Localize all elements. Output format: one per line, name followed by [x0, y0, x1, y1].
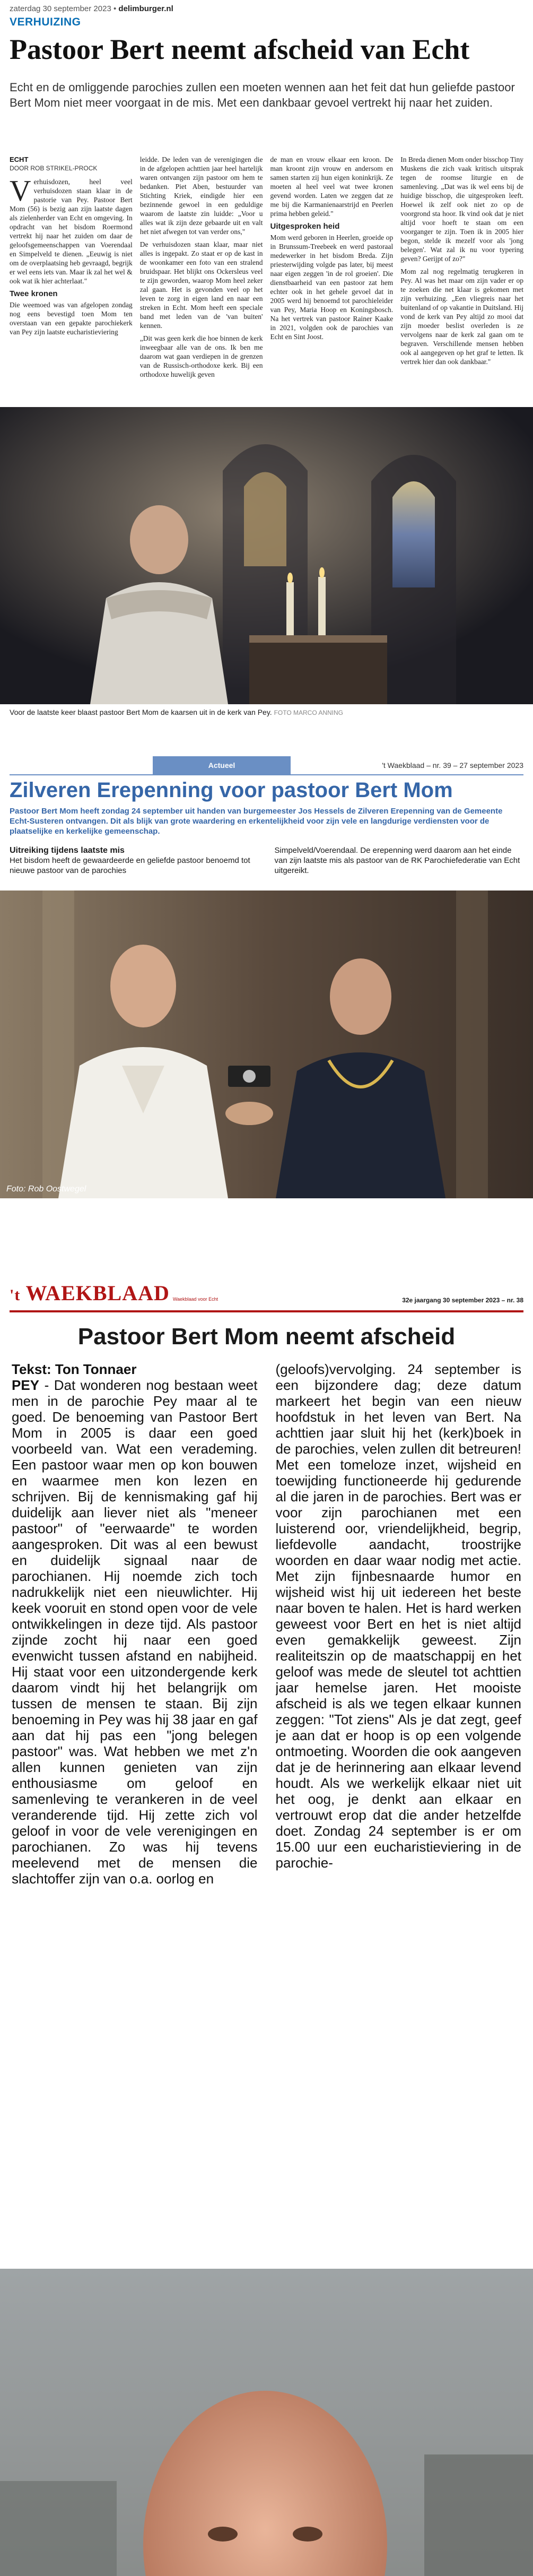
- paragraph: In Breda dienen Mom onder bisschop Tiny Muskens die zich vaak kritisch uitsprak tegen de roomse liturgie en de samenleving. „Dat was ik wel eens bij de huidige bisschop, die uitgesproken leeft. Hoewel ik zelf ook niet zo op de voorgrond sta hoor. Ik vind ook dat je niet altijd voor hoeft te staan om een voorganger te zijn. Toen ik in 2005 hier begon, stelde ik mezelf voor als 'jong belegen'. Wat zal ik nu voor typering geven? Gerijpt of zo?": [400, 155, 523, 263]
- masthead: [0, 1282, 533, 1307]
- caption-text: Voor de laatste keer blaast pastoor Bert Mom de kaarsen uit in de kerk van Pey.: [10, 708, 272, 716]
- article-lead: Echt en de omliggende parochies zullen een moeten wennen aan het feit dat hun geliefde pastoor Bert Mom niet meer voorgaat in de mis. Met een dankbaar gevoel vertrekt hij naar het zuiden.: [10, 81, 515, 109]
- paragraph-text: erhuisdozen, heel veel verhuisdozen staan klaar in de pastorie van Pey. Pastoor Bert Mom (56) is bezig aan zijn laatste dagen als zielenherder van Echt en omgeving. In opdracht van het bisdom Roermond vertrekt hij naar het zuiden om daar de geloofsgemeenschappen van Voerendaal en Simpelveld te dienen. „Eeuwig is niet om de overplaatsing heb gevraagd, begrijk er wel eens iets van. Maar ik zal het wel & ook wat ik hier achterlaat.": [10, 178, 133, 285]
- pastor-portrait-illustration: [0, 2269, 533, 2576]
- issue-info: 't Waekblaad – nr. 39 – 27 september 2023: [382, 761, 523, 770]
- topline: [10, 0, 523, 16]
- body-column-2: [275, 845, 524, 891]
- section-label: VERHUIZING: [10, 16, 81, 28]
- church-candles-photo: [0, 407, 533, 704]
- article-intro: Pastoor Bert Mom heeft zondag 24 september uit handen van burgemeester Jos Hessels de Zilveren Erepenning van de Gemeente Echt-Susteren ontvangen. Dit als blijk van grote waardering en erkentelijkheid voor zijn vele en langdurige verdiensten voor de plaatselijke en kerkelijke gemeenschap.: [10, 807, 503, 836]
- body-column-2: [276, 1361, 522, 2269]
- paragraph-text: - Dat wonderen nog bestaan weet men in de parochie Pey maar al te goed. De benoeming van Pastoor Bert Mom in 2005 is daar een goed voorbeeld van. Wat een verademing. Een pastoor waar men op kon bouwen en waarmee men kon lezen en schrijven. Bij de kennismaking gaf hij duidelijk aan liever niet als "meneer pastoor" of "eerwaarde" te worden aangesproken. Dit was al een bewust en duidelijk signaal naar de parochianen. Hij noemde zich toch nadrukkelijk niet een nieuwlichter. Hij keek vooruit en stond open voor de vele ontwikkelingen in deze tijd. Als pastoor zijnde zocht hij naar een goed evenwicht tussen afstand en nabijheid. Hij staat voor een uitzondergende kerk daarom vindt hij het belangrijk om tussen de mensen te staan. Bij zijn benoeming in Pey was hij 38 jaar en gaf aan dat hij pas een "jong belegen pastoor" was. Wat hebben we met z'n allen kunnen genieten van zijn enthousiasme om geloof en samenleving te verankeren in de veel veranderende tijd. Hij zette zich vol geloof in voor de vele verenigingen en parochianen. Zo was hij tevens meelevend met de mensen die slachtoffer zijn van o.a. oorlog en: [12, 1377, 258, 1887]
- section-tab: Actueel: [153, 756, 291, 774]
- body-column-1: [10, 155, 133, 407]
- byline-place: ECHT: [10, 155, 29, 163]
- byline: [10, 155, 133, 173]
- dropcap: V: [10, 175, 31, 208]
- erepenning-article: [0, 756, 533, 1282]
- paragraph: de man en vrouw elkaar een kroon. De man kroont zijn vrouw en andersom en samen starten zij hun eigen koninkrijk. Ze moeten al heel veel wat twee kronen gevend worden. Laten we zeggen dat ze me bij die Karmanienaarstrijd en Peerlen prima hebben geleid.": [270, 155, 394, 218]
- paragraph: Mom zal nog regelmatig terugkeren in Pey. Al was het maar om zijn vader er op te zoeken die net klaar is gekomen met zijn verhuizing. „Een vliegreis naar het buitenland of op vakantie in Duitsland. Hij vond de kerk van Pey altijd zo mooi dat zijn moeder beslist overleden is ze vervolgens naar de kerk zal gaan om te begraven. Verschillende mensen hebben ook al aangegeven op het graf te letten. Ik vertrek hier dan ook dankbaar.": [400, 267, 523, 366]
- photo-credit: Foto: Rob Oostwegel: [6, 1185, 86, 1194]
- article-body: [10, 845, 523, 891]
- paragraph: De verhuisdozen staan klaar, maar niet alles is ingepakt. Zo staat er op de kast in de woonkamer een foto van een stralend bruidspaar. Het blijkt ons Ockersleus veel te zijn geworden, waarop Mom heel zeker zal gaan. Het is gevonden veel op het leven te zorg in eigen land en naar een streken in Echt. Mom heeft een speciale band met leden van de 'van buiten' kennen.: [139, 240, 263, 330]
- body-column-1: [12, 1361, 258, 2269]
- subheading: Twee kronen: [10, 289, 58, 298]
- logo-apostrophe: 't: [10, 1286, 21, 1304]
- paragraph: Die weemoed was van afgelopen zondag nog eens bevestigd toen Mom ten overstaan van een gepakte parochiekerk van Pey zijn laatste eucharistieviering: [10, 301, 133, 336]
- paragraph: Mom werd geboren in Heerlen, groeide op in Brunssum-Treebeek en werd pastoraal medewerker in het bisdom Breda. Zijn priesterwijding volgde pas later, bij meest naar eigen zeggen 'in de rol groeien'. Die dienstbaarheid van een pastoor zat hem echter ook in het gehele gevoel dat in 2005 werd hij benoemd tot parochieleider van Pey, Maria Hoop en Koningsbosch. Na het vertrek van pastoor Rainer Kaake in 2021, volgden ook de parochies van Echt en Sint Joost.: [270, 234, 394, 341]
- paragraph: [10, 177, 133, 286]
- waekblaad-article: [0, 1282, 533, 2576]
- subheading: Uitgesproken heid: [270, 222, 340, 231]
- subheading: Uitreiking tijdens laatste mis: [10, 846, 125, 855]
- body-column-2: [140, 155, 263, 407]
- body-column-4: [400, 155, 523, 407]
- body-column-3: [270, 155, 394, 407]
- byline-author: DOOR ROB STRIKEL-PROCK: [10, 165, 98, 172]
- article-body: [0, 1361, 533, 2269]
- logo-tagline: Waekblaad voor Echt: [172, 1296, 219, 1302]
- paragraph: (geloofs)vervolging. 24 september is een bijzondere dag; deze datum markeert het begin van een nieuw hoofdstuk in het leven van Bert. Na achttien jaar sluit hij het (kerk)boek in de parochies, velen zullen dit betreuren! Met een tomeloze inzet, wijsheid en toewijding functioneerde hij gedurende al die jaren in de parochies. Bert was er voor zijn parochianen met een luisterend oor, vriendelijkheid, begrip, liefdevolle aandacht, troostrijke woorden en daar waar nodig met actie. Met zijn fijnbesnaarde humor en wijsheid wist hij uit iedereen het beste naar boven te halen. Het is hard werken geweest voor Bert en het is niet altijd even gemakkelijk geweest. Zijn realiteitszin op de maatschappij en het geloof was mede de sleutel tot achttien jaar hemelse jaren. Het mooiste afscheid is als we tegen elkaar kunnen zeggen: "Tot ziens" Als je dat zegt, geef je aan dat er hoop is op een volgende ontmoeting. Woorden die ook aangeven dat je de herinnering aan elkaar levend houdt. Als we werkelijk elkaar niet uit het oog, je denkt aan elkaar en vertrouwt erop dat die ander hetzelfde doet. Zondag 24 september is er om 15.00 uur een eucharistieviering in de parochie-: [275, 1361, 521, 1871]
- paragraph: Het bisdom heeft de gewaardeerde en geliefde pastoor benoemd tot nieuwe pastoor van de parochies: [10, 856, 250, 875]
- article-title: Zilveren Erepenning voor pastoor Bert Mom: [10, 779, 453, 802]
- limburger-article: [0, 0, 533, 756]
- church-interior-illustration: [0, 407, 533, 704]
- section-bar: [10, 756, 523, 774]
- article-title: Pastoor Bert Mom neemt afscheid: [77, 1324, 456, 1350]
- publication-date: zaterdag 30 september 2023: [10, 4, 111, 13]
- waekblaad-logo: [10, 1282, 170, 1307]
- award-ceremony-illustration: [0, 891, 533, 1198]
- paragraph: leidde. De leden van de verenigingen die in de afgelopen achttien jaar heel hartelijk waren ontvangen zijn pastoor om hem te bedanken. Piet Aben, bestuurder van Stichting Kriek, eindigde hier een bezinnende gewoel in een geduldige waarom de laatste zin luidde: „Voor u alles wat ik zijn deze gebaarde uit en valt het niet afwegen tot van verder ons,": [139, 155, 263, 236]
- paragraph: Simpelveld/Voerendaal. De erepenning werd daarom aan het einde van zijn laatste mis als pastoor van de RK Parochiefederatie van Echt uitgereikt.: [274, 846, 520, 875]
- paragraph: „Dit was geen kerk die hoe binnen de kerk inweegbaar alle van de ons. Ik ben me daarom wat gaan verdiepen in de grenzen van de Russisch-orthodoxe kerk. Bij een orthodoxe huwelijk geven: [139, 334, 263, 378]
- publisher-name: delimburger.nl: [118, 4, 173, 13]
- logo-name: WAEKBLAAD: [25, 1282, 170, 1305]
- article-title: Pastoor Bert neemt afscheid van Echt: [10, 33, 470, 65]
- photo-credit: FOTO MARCO ANNING: [274, 709, 344, 716]
- dateline-place: PEY: [12, 1377, 40, 1393]
- body-column-1: [10, 845, 259, 891]
- paragraph: [12, 1361, 258, 1887]
- issue-info: 32e jaargang 30 september 2023 – nr. 38: [402, 1296, 523, 1304]
- topline-separator: •: [113, 4, 119, 13]
- pastor-portrait-photo: [0, 2269, 533, 2576]
- photo-caption: [10, 704, 523, 720]
- article-body: [10, 155, 523, 407]
- author-label: Tekst: Ton Tonnaer: [12, 1361, 137, 1377]
- erepenning-handover-photo: [0, 891, 533, 1198]
